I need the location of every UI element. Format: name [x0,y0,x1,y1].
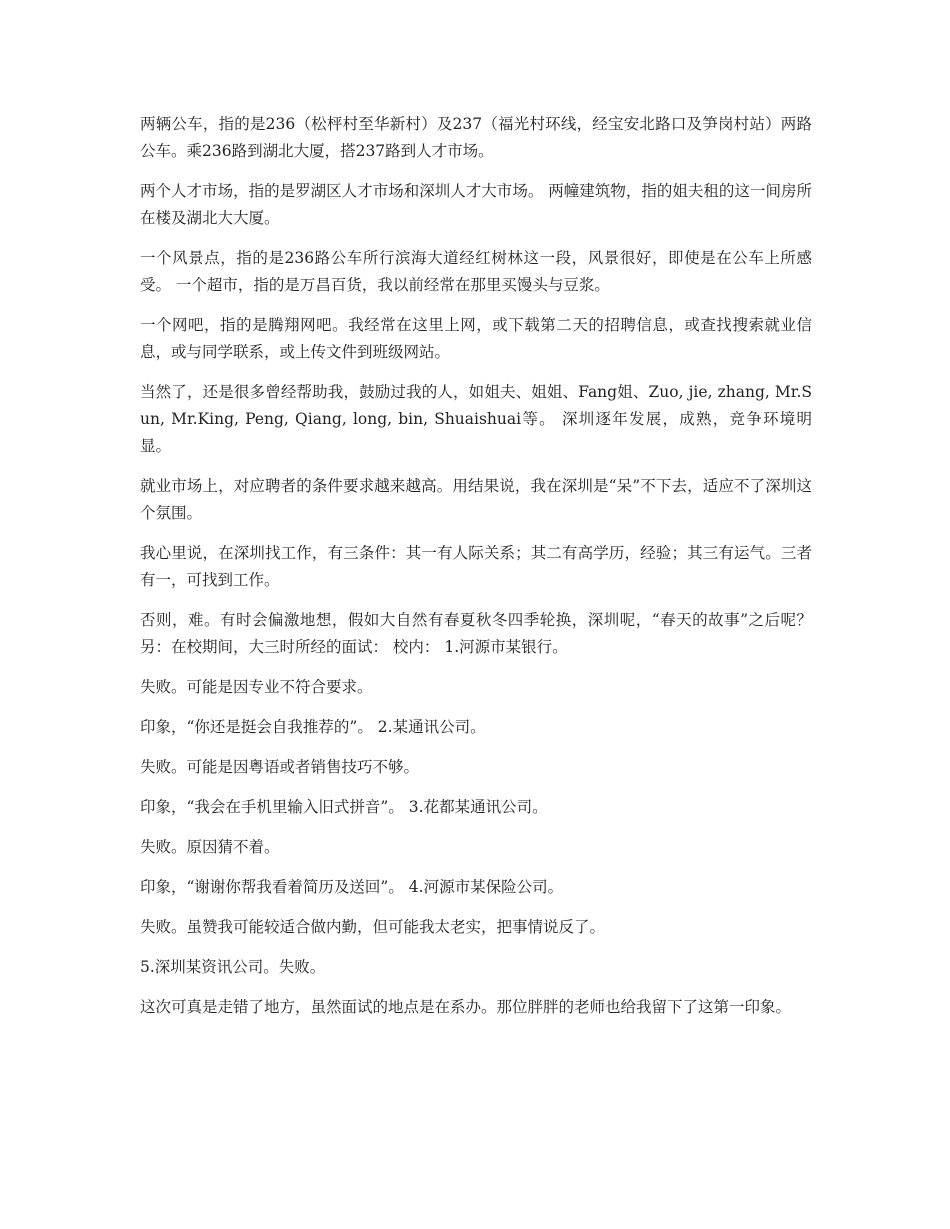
paragraph: 这次可真是走错了地方，虽然面试的地点是在系办。那位胖胖的老师也给我留下了这第一印象。 [140,998,792,1016]
paragraph: 否则，难。有时会偏激地想，假如大自然有春夏秋冬四季轮换，深圳呢，“春天的故事”之后呢？ 另：在校期间，大三时所经的面试： 校内： 1.河源市某银行。 [140,611,812,656]
paragraph: 我心里说，在深圳找工作，有三条件：其一有人际关系；其二有高学历，经验；其三有运气。三者有一，可找到工作。 [140,544,812,589]
paragraph: 两辆公车，指的是236（松枰村至华新村）及237（福光村环线，经宝安北路口及笋岗村站）两路公车。乘236路到湖北大厦，搭237路到人才市场。 [140,115,812,160]
paragraph: 5.深圳某资讯公司。失败。 [140,958,326,976]
paragraph: 印象，“你还是挺会自我推荐的”。 2.某通讯公司。 [140,718,486,736]
paragraph: 两个人才市场，指的是罗湖区人才市场和深圳人才大市场。 两幢建筑物，指的姐夫租的这一间房所在楼及湖北大大厦。 [140,182,812,227]
paragraph: 失败。可能是因专业不符合要求。 [140,678,373,696]
paragraph: 印象，“我会在手机里输入旧式拼音”。 3.花都某通讯公司。 [140,798,548,816]
paragraph: 失败。原因猜不着。 [140,838,280,856]
paragraph: 失败。虽赞我可能较适合做内勤，但可能我太老实，把事情说反了。 [140,918,606,936]
paragraph: 失败。可能是因粤语或者销售技巧不够。 [140,758,420,776]
document-page [140,111,812,1034]
paragraph: 一个网吧，指的是腾翔网吧。我经常在这里上网，或下载第二天的招聘信息，或查找搜索就业信息，或与同学联系，或上传文件到班级网站。 [140,316,812,361]
paragraph: 当然了，还是很多曾经帮助我，鼓励过我的人，如姐夫、姐姐、Fang姐、Zuo, jie, zhang, Mr.Sun, Mr.King, Peng, Qiang, long, bin, Shuaishuai等。 深圳逐年发展，成熟，竞争环境明显。 [140,383,812,455]
paragraph: 就业市场上，对应聘者的条件要求越来越高。用结果说，我在深圳是“呆”不下去，适应不了深圳这个氛围。 [140,477,812,522]
paragraph: 一个风景点，指的是236路公车所行滨海大道经红树林这一段，风景很好，即使是在公车上所感受。 一个超市，指的是万昌百货，我以前经常在那里买馒头与豆浆。 [140,249,812,294]
paragraph: 印象，“谢谢你帮我看着简历及送回”。 4.河源市某保险公司。 [140,878,564,896]
